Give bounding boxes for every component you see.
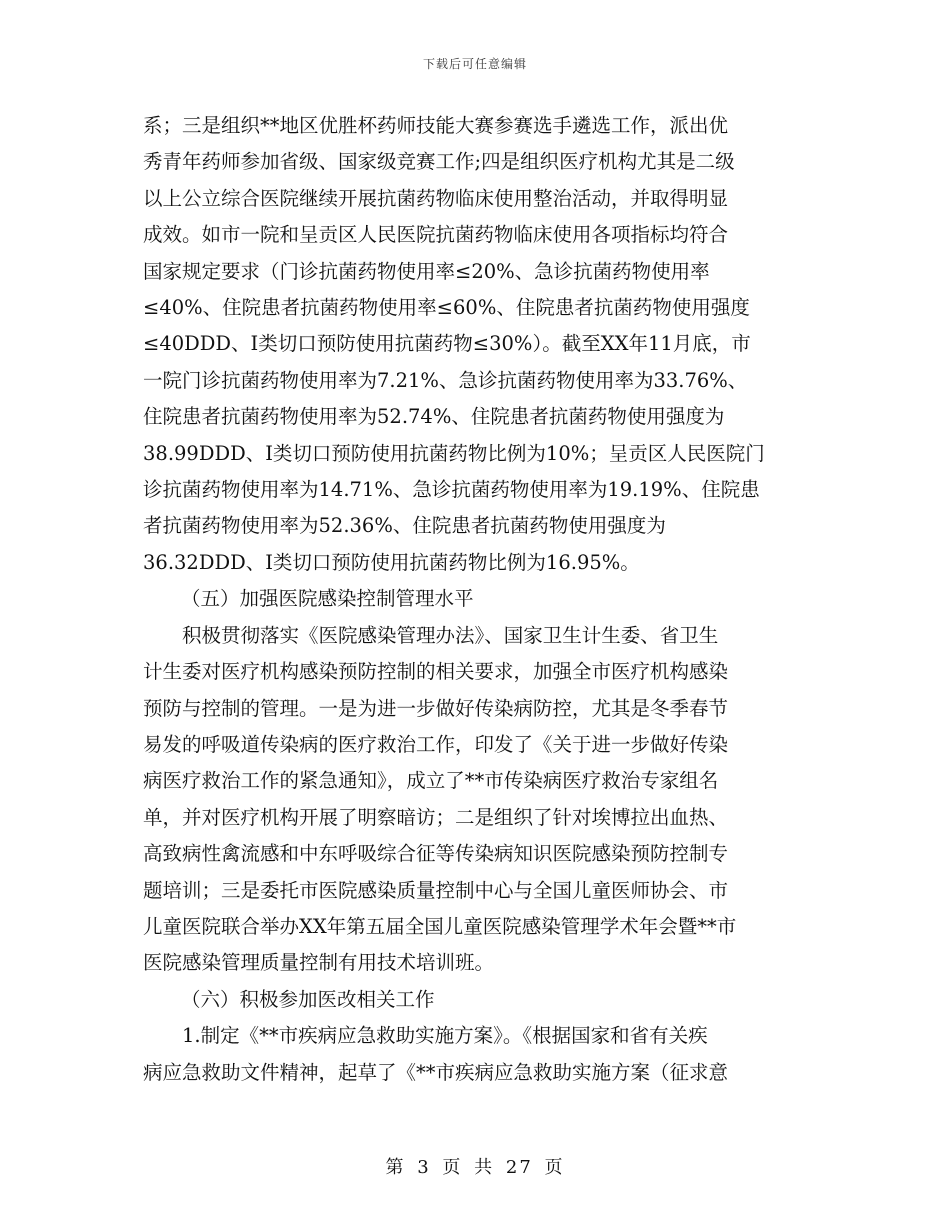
text-line: 以上公立综合医院继续开展抗菌药物临床使用整治活动，并取得明显 <box>143 186 729 210</box>
text-line: 计生委对医疗机构感染预防控制的相关要求，加强全市医疗机构感染 <box>143 660 729 684</box>
paragraph-medical-reform <box>143 1018 808 1091</box>
text-line: 住院患者抗菌药物使用率为52.74%、住院患者抗菌药物使用强度为 <box>143 405 725 429</box>
page-footer <box>0 1153 950 1179</box>
section-heading-five <box>143 581 808 617</box>
text-line: ≤40%、住院患者抗菌药物使用率≤60%、住院患者抗菌药物使用强度 <box>143 296 750 320</box>
text-line: 题培训；三是委托市医院感染质量控制中心与全国儿童医师协会、市 <box>143 878 729 902</box>
text-line: 诊抗菌药物使用率为14.71%、急诊抗菌药物使用率为19.19%、住院患 <box>143 478 760 502</box>
text-line: 秀青年药师参加省级、国家级竞赛工作;四是组织医疗机构尤其是二级 <box>143 150 735 174</box>
text-line: 病医疗救治工作的紧急通知》，成立了**市传染病医疗救治专家组名 <box>143 769 719 793</box>
footer-suffix: 页 <box>544 1157 565 1178</box>
text-line: 36.32DDD、Ⅰ类切口预防使用抗菌药物比例为16.95%。 <box>143 550 640 574</box>
heading-text: （五）加强医院感染控制管理水平 <box>181 587 474 611</box>
text-line: 系；三是组织**地区优胜杯药师技能大赛参赛选手遴选工作，派出优 <box>143 114 729 137</box>
text-line: ≤40DDD、Ⅰ类切口预防使用抗菌药物≤30%）。截至XX年11月底，市 <box>143 332 751 356</box>
text-line: 积极贯彻落实《医院感染管理办法》、国家卫生计生委、省卫生 <box>182 623 719 647</box>
text-line: 成效。如市一院和呈贡区人民医院抗菌药物临床使用各项指标均符合 <box>143 223 729 247</box>
text-line: 者抗菌药物使用率为52.36%、住院患者抗菌药物使用强度为 <box>143 514 666 538</box>
current-page-number: 3 <box>417 1157 431 1178</box>
text-line: 一院门诊抗菌药物使用率为7.21%、急诊抗菌药物使用率为33.76%、 <box>143 368 748 392</box>
page-header-note: 下载后可任意编辑 <box>422 57 527 71</box>
paragraph-infection-control <box>143 618 808 982</box>
footer-prefix: 第 <box>385 1157 406 1178</box>
text-line: 1.制定《**市疾病应急救助实施方案》。《根据国家和省有关疾 <box>182 1024 708 1048</box>
text-line: 预防与控制的管理。一是为进一步做好传染病防控，尤其是冬季春节 <box>143 696 729 720</box>
text-line: 高致病性禽流感和中东呼吸综合征等传染病知识医院感染预防控制专 <box>143 842 729 866</box>
text-line: 儿童医院联合举办XX年第五届全国儿童医院感染管理学术年会暨**市 <box>143 914 737 938</box>
total-page-count: 27 <box>505 1157 533 1178</box>
text-line: 病应急救助文件精神，起草了《**市疾病应急救助实施方案（征求意 <box>143 1060 729 1084</box>
text-line: 医院感染管理质量控制有用技术培训班。 <box>143 951 495 975</box>
text-line: 38.99DDD、Ⅰ类切口预防使用抗菌药物比例为10%；呈贡区人民医院门 <box>143 441 765 465</box>
text-line: 国家规定要求（门诊抗菌药物使用率≤20%、急诊抗菌药物使用率 <box>143 259 710 283</box>
footer-total-word: 共 <box>474 1157 495 1178</box>
section-heading-six <box>143 982 808 1018</box>
text-line: 易发的呼吸道传染病的医疗救治工作，印发了《关于进一步做好传染 <box>143 732 729 756</box>
text-line: 单，并对医疗机构开展了明察暗访；二是组织了针对埃博拉出血热、 <box>143 805 729 829</box>
paragraph-antibiotics <box>143 108 808 581</box>
footer-page-word: 页 <box>442 1157 463 1178</box>
heading-text: （六）积极参加医改相关工作 <box>181 987 435 1011</box>
document-body <box>143 108 808 1091</box>
